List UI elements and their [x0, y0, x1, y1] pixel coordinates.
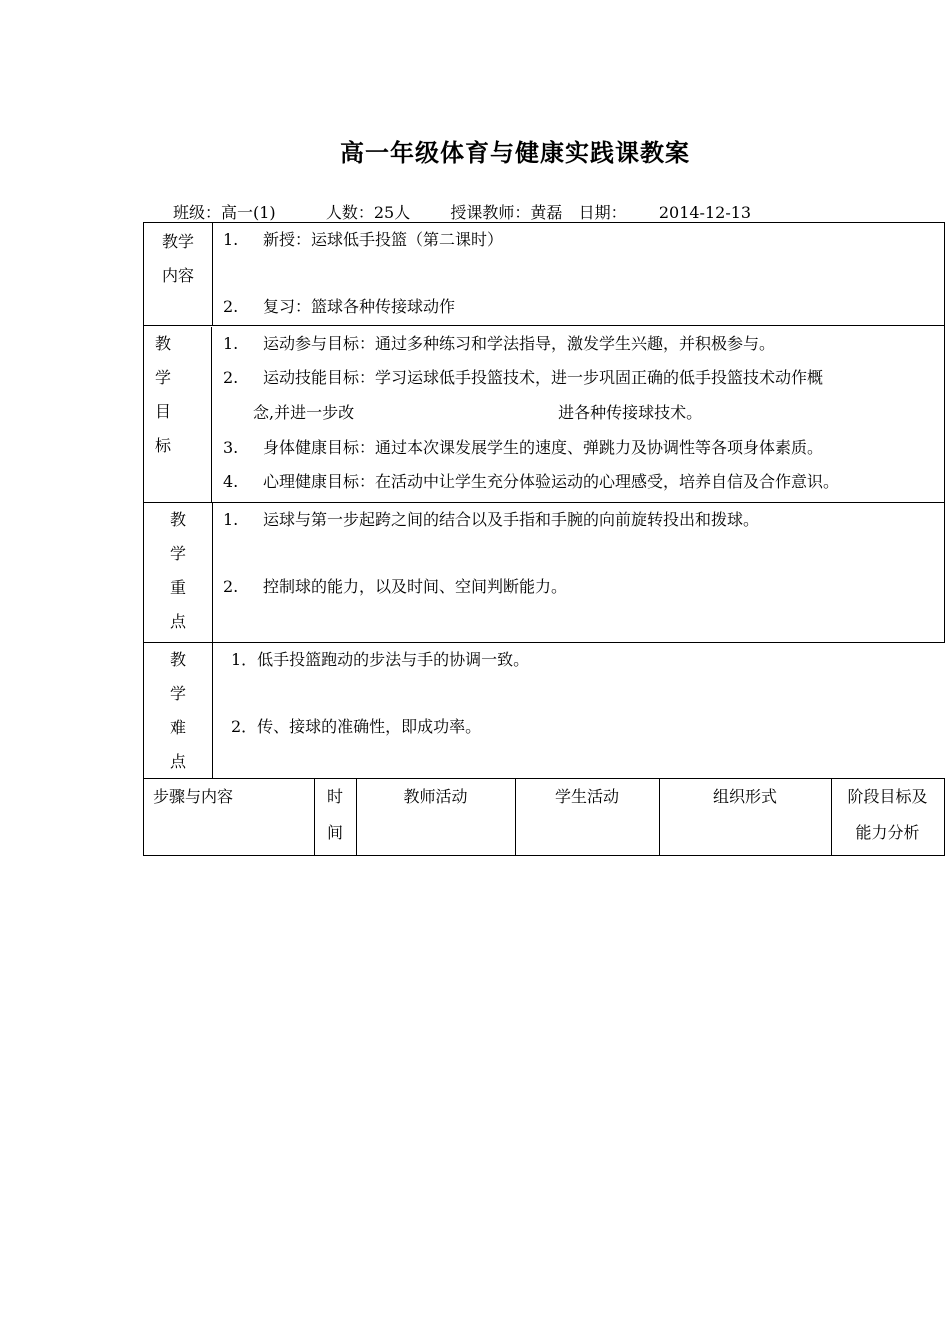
count-field: 人数：25人 [325, 203, 411, 222]
difficulty-item: 1．低手投篮跑动的步法与手的协调一致。 [231, 650, 530, 669]
goal-item: 1. 运动参与目标：通过多种练习和学法指导，激发学生兴趣，并积极参与。 [223, 334, 776, 353]
time-header-cell: 时 间 [314, 779, 357, 855]
content-item: 2. 复习：篮球各种传接球动作 [223, 297, 456, 316]
key-points-section [143, 502, 945, 643]
teacher-activity-header-cell: 教师活动 [356, 779, 516, 855]
content-label: 教学 内容 [144, 223, 213, 325]
stage-goal-header-cell: 阶段目标及 能力分析 [847, 787, 928, 842]
class-field: 班级：高一(1) [173, 203, 276, 222]
teacher-field: 授课教师：黄磊 [450, 203, 563, 222]
goal-item-cont: 念,并进一步改 进各种传接球技术。 [253, 403, 703, 422]
goals-label: 教 学 目 标 [144, 327, 212, 502]
organization-header-cell: 组织形式 [659, 779, 832, 855]
date-field: 2014-12-13 [658, 203, 752, 222]
student-activity-header-cell: 学生活动 [515, 779, 660, 855]
difficulties-label: 教 学 难 点 [144, 643, 213, 778]
goal-item: 2. 运动技能目标：学习运球低手投篮技术，进一步巩固正确的低手投篮技术动作概 [223, 368, 824, 387]
difficulty-item: 2．传、接球的准确性，即成功率。 [231, 717, 482, 736]
page-title: 高一年级体育与健康实践课教案 [340, 138, 690, 167]
key-point-item: 1. 运球与第一步起跨之间的结合以及手指和手腕的向前旋转投出和拨球。 [223, 510, 760, 529]
goal-item: 4. 心理健康目标：在活动中让学生充分体验运动的心理感受，培养自信及合作意识。 [223, 472, 840, 491]
key-point-item: 2. 控制球的能力，以及时间、空间判断能力。 [223, 577, 568, 596]
difficulties-section [143, 642, 945, 779]
steps-header-cell: 步骤与内容 [144, 779, 315, 855]
date-label: 日期： [578, 203, 627, 222]
goal-item: 3. 身体健康目标：通过本次课发展学生的速度、弹跳力及协调性等各项身体素质。 [223, 438, 824, 457]
key-points-label: 教 学 重 点 [144, 503, 213, 642]
goals-section [143, 325, 945, 503]
content-section [143, 222, 945, 326]
lesson-info [173, 200, 751, 223]
steps-header-row [143, 778, 945, 856]
content-item: 1. 新授：运球低手投篮（第二课时） [223, 230, 504, 249]
